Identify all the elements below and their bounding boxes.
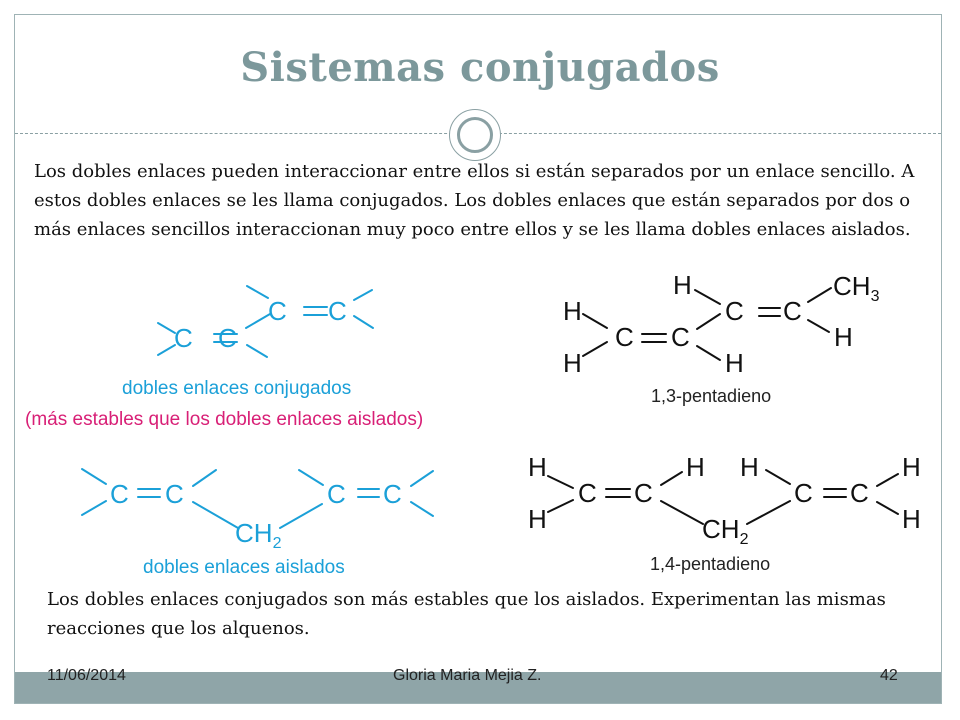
atom-c: C [634,478,653,508]
group-ch2-main: CH [235,518,273,548]
atom-h: H [740,452,759,482]
atom-h: H [725,348,744,378]
group-ch3-subscript: 3 [870,288,880,305]
atom-c: C [110,479,129,509]
atom-c: C [218,323,237,353]
atom-h: H [528,452,547,482]
pentadiene-1-3-structure [555,268,900,408]
conclusion-paragraph: Los dobles enlaces conjugados son más estables que los aislados. Experimentan las mismas reacciones que los alquenos. [47,589,886,639]
divider-ring-ornament [449,109,501,161]
intro-paragraph: Los dobles enlaces pueden interaccionar entre ellos si están separados por un enlace sencillo. A estos dobles enlaces se les llama conjugados. Los dobles enlaces que están separados por dos o más enlaces sencillos interaccionan muy poco entre ellos y se les llama dobles enlaces aislados. [34,161,915,240]
conjugated-diene-diagram [20,282,510,432]
isolated-diene-diagram [75,458,445,583]
atom-c: C [383,479,402,509]
atom-c: C [615,322,634,352]
atom-h: H [563,348,582,378]
group-ch3 [833,271,880,305]
atom-c: C [268,296,287,326]
footer-date: 11/06/2014 [47,667,126,684]
ring-inner [457,117,493,153]
group-ch2-main: CH [702,514,740,544]
atom-c: C [578,478,597,508]
atom-c: C [794,478,813,508]
atom-c: C [850,478,869,508]
group-ch2 [235,518,282,552]
atom-h: H [686,452,705,482]
footer-author: Gloria Maria Mejia Z. [393,667,542,684]
atom-c: C [783,296,802,326]
group-ch2-subscript: 2 [272,535,282,552]
atom-h: H [902,504,921,534]
conjugated-caption-note: (más estables que los dobles enlaces aislados) [25,409,424,430]
atom-c: C [165,479,184,509]
pentadiene-1-4-name: 1,4-pentadieno [650,554,771,574]
atom-c: C [671,322,690,352]
atom-c: C [174,323,193,353]
group-ch2-subscript: 2 [739,531,749,548]
slide-title: Sistemas conjugados [240,44,720,91]
group-ch3-main: CH [833,271,871,301]
conjugated-caption: dobles enlaces conjugados [122,378,352,399]
group-ch2 [702,514,749,548]
atom-h: H [834,322,853,352]
atom-c: C [327,479,346,509]
footer-page-number: 42 [880,667,898,684]
isolated-caption: dobles enlaces aislados [143,557,345,578]
pentadiene-1-4-structure [520,448,930,578]
pentadiene-1-3-name: 1,3-pentadieno [651,386,772,406]
atom-h: H [528,504,547,534]
atom-c: C [328,296,347,326]
atom-c: C [725,296,744,326]
atom-h: H [563,296,582,326]
atom-h: H [902,452,921,482]
atom-h: H [673,270,692,300]
